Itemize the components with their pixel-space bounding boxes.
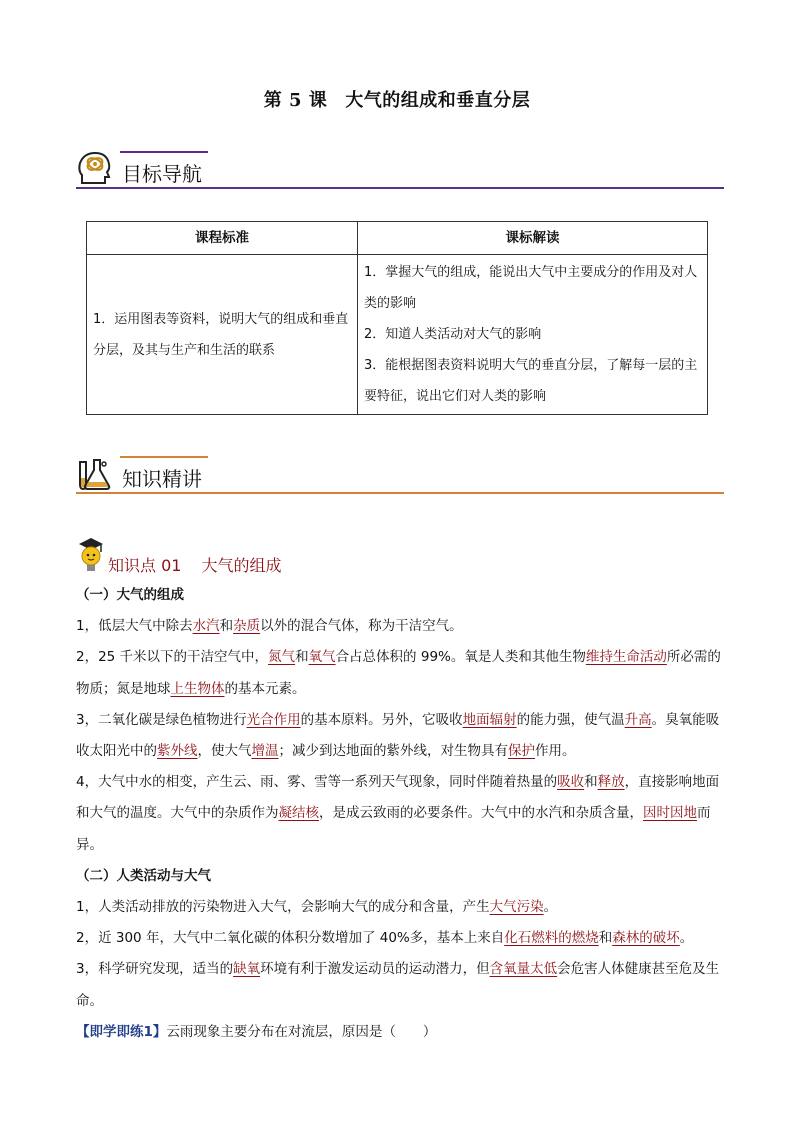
section-goal-label: 目标导航 <box>122 162 202 186</box>
head-brain-icon <box>76 149 114 187</box>
keyword: 大气污染 <box>489 899 544 916</box>
paragraph: 3，科学研究发现，适当的缺氧环境有利于激发运动员的运动潜力，但含氧量太低会危害人体健康甚至危及生命。 <box>76 961 720 1009</box>
keyword: 上生物体 <box>170 680 225 697</box>
flask-icon <box>76 454 114 492</box>
practice-text: 云雨现象主要分布在对流层，原因是（ ） <box>166 1023 437 1040</box>
knowledge-content <box>76 580 724 1048</box>
interpretation-cell <box>358 255 708 415</box>
section-goal-rule <box>76 187 724 189</box>
knowledge-point-name: 大气的组成 <box>201 556 282 575</box>
section-knowledge-rule <box>76 492 724 494</box>
knowledge-point-number: 知识点 01 <box>108 556 182 575</box>
section-accent-line <box>120 151 208 153</box>
interpretation-item: 1．掌握大气的组成，能说出大气中主要成分的作用及对人类的影响 <box>364 265 698 311</box>
interpretation-item: 3．能根据图表资料说明大气的垂直分层，了解每一层的主要特征，说出它们对人类的影响 <box>364 358 698 404</box>
keyword: 释放 <box>597 774 625 791</box>
keyword: 地面辐射 <box>462 711 517 728</box>
standard-cell: 1．运用图表等资料，说明大气的组成和垂直分层，及其与生产和生活的联系 <box>87 255 358 415</box>
knowledge-point-title <box>108 553 281 576</box>
practice-tag: 【即学即练1】 <box>76 1023 167 1040</box>
keyword: 化石燃料的燃烧 <box>504 930 599 947</box>
section-knowledge-label: 知识精讲 <box>122 467 202 491</box>
keyword: 因时因地 <box>643 805 697 822</box>
keyword: 水汽 <box>192 618 220 635</box>
table-header-row <box>87 222 708 255</box>
subheading: （一）大气的组成 <box>76 587 184 603</box>
paragraph: 3，二氧化碳是绿色植物进行光合作用的基本原料。另外，它吸收地面辐射的能力强，使气温升高。臭氧能吸收太阳光中的紫外线，使大气增温；减少到达地面的紫外线，对生物具有保护作用。 <box>76 711 720 760</box>
keyword: 氧气 <box>308 649 336 666</box>
lesson-number: 第 5 课 <box>263 90 328 111</box>
paragraph: 1，人类活动排放的污染物进入大气，会影响大气的成分和含量，产生大气污染。 <box>76 899 558 916</box>
header-standard: 课程标准 <box>87 222 358 255</box>
keyword: 紫外线 <box>157 743 198 760</box>
keyword: 含氧量太低 <box>489 961 558 978</box>
keyword: 杂质 <box>233 618 261 635</box>
keyword: 缺氧 <box>233 961 261 978</box>
keyword: 森林的破坏 <box>612 930 680 947</box>
keyword: 保护 <box>508 743 535 760</box>
paragraph: 2，近 300 年，大气中二氧化碳的体积分数增加了 40%多，基本上来自化石燃料的燃烧和森林的破坏。 <box>76 930 694 947</box>
section-accent-line <box>120 456 208 458</box>
table-row <box>87 255 708 415</box>
page-title <box>0 86 794 112</box>
keyword: 升高 <box>624 711 652 728</box>
header-interpretation: 课标解读 <box>358 222 708 255</box>
practice-question <box>76 1017 724 1048</box>
paragraph: 1，低层大气中除去水汽和杂质以外的混合气体，称为干洁空气。 <box>76 618 463 635</box>
keyword: 维持生命活动 <box>585 649 667 666</box>
keyword: 光合作用 <box>246 711 301 728</box>
paragraph: 2，25 千米以下的干洁空气中，氮气和氧气合占总体积的 99%。氧是人类和其他生物维持生命活动所必需的物质；氮是地球上生物体的基本元素。 <box>76 649 721 697</box>
subheading: （二）人类活动与大气 <box>76 867 211 884</box>
keyword: 增温 <box>251 743 279 760</box>
interpretation-item: 2．知道人类活动对大气的影响 <box>364 327 542 342</box>
keyword: 凝结核 <box>278 805 319 822</box>
keyword: 氮气 <box>268 649 296 666</box>
knowledge-point-header <box>76 534 724 578</box>
lesson-name: 大气的组成和垂直分层 <box>345 90 531 111</box>
curriculum-table <box>86 221 708 415</box>
scholar-bulb-icon <box>76 534 106 574</box>
paragraph: 4，大气中水的相变，产生云、雨、雾、雪等一系列天气现象，同时伴随着热量的吸收和释放，直接影响地面和大气的温度。大气中的杂质作为凝结核，是成云致雨的必要条件。大气中的水汽和杂质含量，因时因地而异。 <box>76 774 720 853</box>
keyword: 吸收 <box>557 774 585 791</box>
